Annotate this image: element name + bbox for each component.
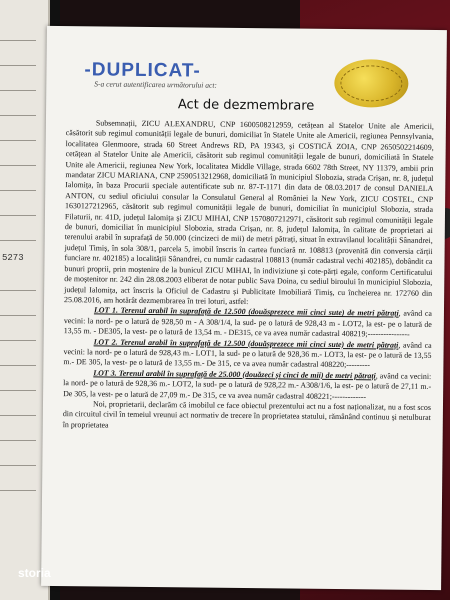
lot-1 (64, 305, 432, 340)
lot-3-title: LOT 3. Terenul arabil în suprafață de 25.000 (douăzeci și cinci de mii) de metri pătrați (93, 368, 376, 381)
storia-watermark: storia (18, 566, 51, 580)
page-number: 5273 (2, 253, 24, 263)
lot-2-title: LOT 2. Terenul arabil în suprafață de 12.500 (douăsprezece mii cinci sute) de metri pătrați (93, 336, 399, 350)
document-body (63, 118, 434, 434)
closing-paragraph: Noi, proprietarii, declarăm că imobilul ce face obiectul prezentului act nu a fost naționalizat, nu a fost scos din circuitul civil în temeiul vreunui act normativ de trecere în proprietatea statului, rămânând continuu și netulburat în proprietatea (62, 399, 432, 430)
lot-1-text: , având ca vecini: la nord- pe o latură de 928,50 m - A 308/1/4, la sud- pe o latură de 928,43 m - LOT2, la est- pe o latură de 13,55 m. - DE305, la vest- pe o latură de 13,54 m. - DE315, ce va avea număr cadastral 408219;---------------- (63, 308, 432, 339)
lot-3-text: , având ca vecini: la nord- pe o latură de 928,36 m.- LOT2, la sud- pe o latură de 928,22 m.- A308/1/6, la est- pe o latură de 27,11 m.- De 305, la vest- pe o latură de 27,09 m.- De 315, ce va avea număr cadastral 408221;------------- (63, 371, 432, 401)
document-title: Act de dezmembrare (177, 97, 315, 114)
lot-3 (63, 368, 431, 403)
lot-2-text: , având ca vecini: la nord- pe o latură de 928,43 m.- LOT1, la sud- pe o latură de 928,36 m.- LOT3, la est- pe o latură de 13,55 m.- DE 305, la vest- pe o latură de 13,55 m.- De 315, ce va avea număr cadastral 408220;--------- (63, 340, 432, 370)
lot-2 (63, 337, 431, 372)
document-sheet (41, 26, 447, 590)
intro-paragraph: Subsemnații, ZICU ALEXANDRU, CNP 1600508212959, cetățean al Statelor Unite ale Americii, căsătorit sub regimul comunității legale de bunuri, domiciliat în Statele Unite ale Americii, regiunea Pennsylvania, localitatea Glenmoore, strada 60 Street Andrews RD, PA 19343, și COSTICĂ ZOIA, CNP 2650502214609, cetățean al Statelor Unite ale Americii, căsătorit sub regimul comunității legale de bunuri, domiciliată în Statele Unite ale Americii, regiunea New York, localitatea Middle Village, strada 6602 78th Street, NY 11379, ambii prin mandatar ZICU MARIANA, CNP 2590513212968, domiciliată în municipiul Slobozia, strada Crișan, nr. 8, județul Ialomița, în baza Procurii speciale autentificate sub nr. 87-T-1171 din data de 08.03.2017 de consul DANIELA ANTON, cu sediul oficiului consular la Consulatul General al României la New York, ZICU COSTEL, CNP 1630127212965, căsătorit sub regimul comunității legale de bunuri, domiciliat în municipiul Slobozia, strada Filaturii, nr. 41D, județul Ialomița și ZICU MIHAI, CNP 1570807212971, căsătorit sub regimul comunității legale de bunuri, domiciliat în municipiul Slobozia, strada Crișan, nr. 8, județul Ialomița, în calitate de proprietari ai terenului arabil în suprafață de 50.000 (cincizeci de mii) de metri pătrați, situat în extravilanul localității Sânandrei, județul Timiș, în sola 308/1, parcela 5, imobil înscris în cartea funciară nr. 108813 (provenită din conversia cărții funciare nr. 402185) a localității Sânandrei, cu număr cadastral 108813 (număr cadastral vechi 402185), dobândit ca bunuri proprii, prin moștenire de la bunicul ZICU MIHAI, în indiviziune și cote-părți egale, conform Certificatului de moștenitor nr. 242 din 28.08.2003 eliberat de notar public Sava Doina, cu sediul biroului în municipiul Slobozia, județul Ialomița, act înscris la Oficiul de Cadastru și Publicitate Imobiliară Timiș, cu încheierea nr. 172760 din 25.08.2016, am hotărât dezmembrarea în trei loturi, astfel: (64, 118, 434, 306)
stamp-subtitle: S-a cerut autentificarea următorului act: (94, 79, 218, 90)
duplicat-stamp: -DUPLICAT- (84, 59, 201, 82)
lot-1-title: LOT 1. Terenul arabil în suprafață de 12.500 (douăsprezece mii cinci sute) de metri pătrați (93, 305, 399, 318)
